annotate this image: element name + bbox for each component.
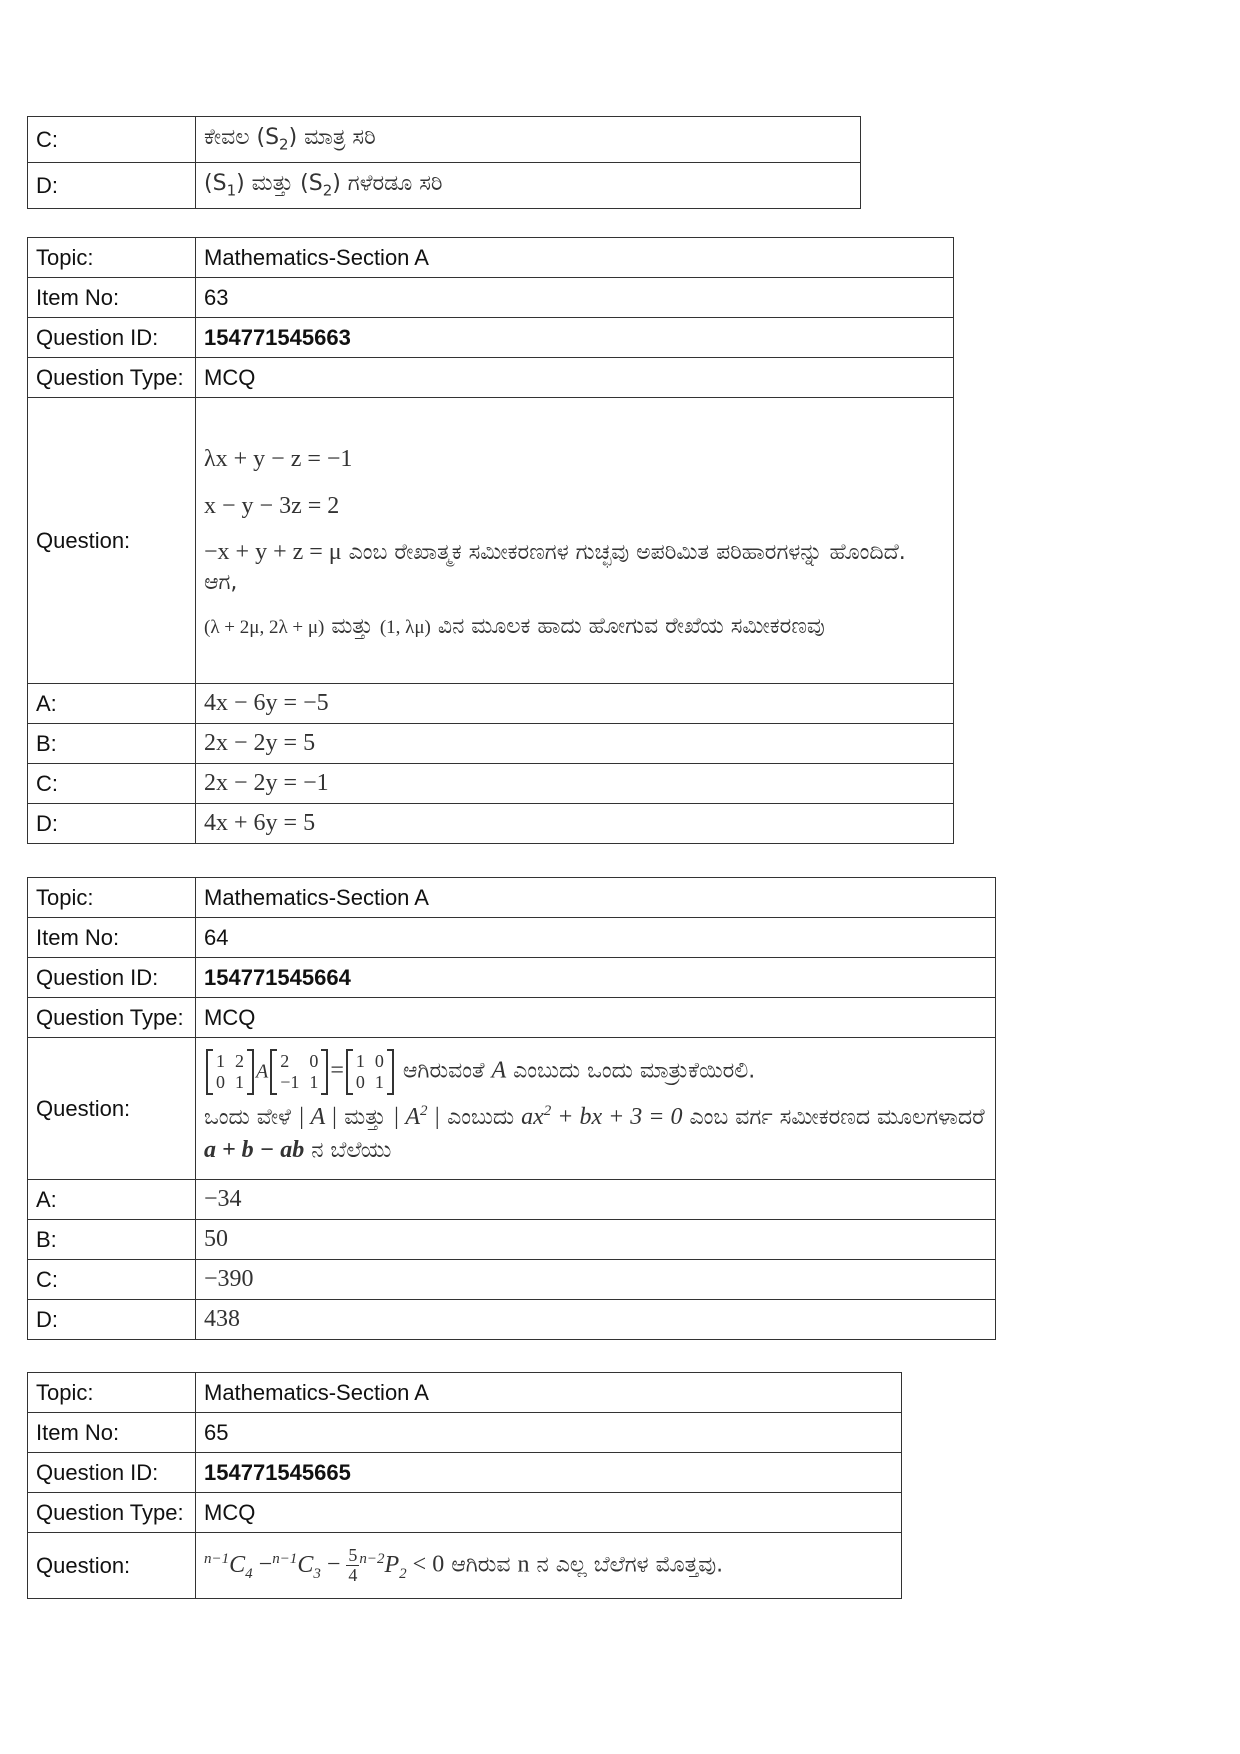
quadratic-equation: $ax^2$ + bx + 3 = 0	[521, 1102, 683, 1130]
option-d-label: D:	[28, 1300, 196, 1340]
det-a: | A |	[297, 1103, 338, 1130]
question-text-2: (λ + 2μ, 2λ + μ) ಮತ್ತು (1, λμ) ವಿನ ಮೂಲಕ ಹಾದು ಹೋಗುವ ರೇಖೆಯ ಸಮೀಕರಣವು	[204, 614, 825, 640]
option-c-value: ಕೇವಲ $(S_2)$ ಮಾತ್ರ ಸರಿ	[196, 117, 861, 163]
table-row	[28, 998, 996, 1038]
option-d-value: 438	[196, 1300, 996, 1340]
table-row	[28, 1493, 902, 1533]
det-a-squared: | $A^2$ |	[392, 1102, 441, 1130]
question-id-value: 154771545664	[196, 958, 996, 998]
table-row	[28, 1260, 996, 1300]
matrix-a: A	[256, 1060, 269, 1083]
option-c-value: 2x − 2y = −1	[196, 764, 954, 804]
item-no-value: 63	[196, 278, 954, 318]
equation-2: x − y − 3z = 2	[204, 492, 340, 519]
combination-2: $^{n-1}C_3$	[272, 1550, 321, 1582]
table-row	[28, 684, 954, 724]
option-c-value: −390	[196, 1260, 996, 1300]
item-no-value: 65	[196, 1413, 902, 1453]
table-row	[28, 1300, 996, 1340]
table-row	[28, 1533, 902, 1599]
option-d-value: 4x + 6y = 5	[196, 804, 954, 844]
point-1: (λ + 2μ, 2λ + μ)	[204, 617, 325, 639]
table-row	[28, 278, 954, 318]
table-row	[28, 1373, 902, 1413]
equation-1: λx + y − z = −1	[204, 446, 353, 473]
option-a-label: A:	[28, 1180, 196, 1220]
combination-1: $^{n-1}C_4$	[204, 1550, 253, 1582]
question-type-label: Question Type:	[28, 1493, 196, 1533]
table-row	[28, 958, 996, 998]
question-64-table	[27, 877, 996, 1340]
table-row	[28, 1220, 996, 1260]
matrix-1: 1 2 0 1	[206, 1049, 254, 1094]
question-id-value: 154771545663	[196, 318, 954, 358]
option-a-label: A:	[28, 684, 196, 724]
question-65-table	[27, 1372, 902, 1599]
option-d-label: D:	[28, 804, 196, 844]
question-id-label: Question ID:	[28, 318, 196, 358]
option-label: C:	[28, 117, 196, 163]
topic-label: Topic:	[28, 1373, 196, 1413]
equation-3: −x + y + z = μ	[204, 539, 342, 565]
table-row	[28, 724, 954, 764]
option-b-value: 50	[196, 1220, 996, 1260]
table-row	[28, 358, 954, 398]
topic-value: Mathematics-Section A	[196, 878, 996, 918]
matrix-3: 1 0 0 1	[346, 1049, 394, 1094]
item-no-label: Item No:	[28, 1413, 196, 1453]
topic-label: Topic:	[28, 878, 196, 918]
question-text-1: 1 2 0 1 A 2 0 −1 1 = 1 0 0 1 ಆಗಿರುವಂತೆ A ಎಂಬುದು ಒಂದು ಮಾತ್ರುಕೆಯಿರಲಿ.	[204, 1049, 987, 1094]
option-a-value: −34	[196, 1180, 996, 1220]
item-no-value: 64	[196, 918, 996, 958]
item-no-label: Item No:	[28, 918, 196, 958]
table-row	[28, 1453, 902, 1493]
question-label: Question:	[28, 398, 196, 684]
option-b-label: B:	[28, 1220, 196, 1260]
option-label: D:	[28, 163, 196, 209]
table-row	[28, 1180, 996, 1220]
question-label: Question:	[28, 1038, 196, 1180]
prev-options-table	[27, 116, 861, 209]
question-id-label: Question ID:	[28, 1453, 196, 1493]
option-b-value: 2x − 2y = 5	[196, 724, 954, 764]
question-id-value: 154771545665	[196, 1453, 902, 1493]
table-row	[28, 117, 861, 163]
fraction-five-fourths: $\frac{5}{4}$	[348, 1545, 358, 1585]
table-row	[28, 1413, 902, 1453]
table-row	[28, 163, 861, 209]
option-a-value: 4x − 6y = −5	[196, 684, 954, 724]
question-body: $^{n-1}C_4 -^{n-1}C_3$ − $\frac{5}{4}$ $^{n-2}P_2 < 0$ ಆಗಿರುವ n ನ ಎಲ್ಲ ಬೆಲೆಗಳ ಮೊತ್ತವು.	[196, 1533, 902, 1599]
question-type-label: Question Type:	[28, 358, 196, 398]
question-text-2: ಒಂದು ವೇಳೆ | A | ಮತ್ತು | $A^2$ | ಎಂಬುದು $ax^2$ + bx + 3 = 0 ಎಂಬ ವರ್ಗ ಸಮೀಕರಣದ ಮೂಲಗಳಾದರೆ a + b − ab ನ ಬೆಲೆಯು	[204, 1102, 985, 1164]
table-row	[28, 238, 954, 278]
permutation: $^{n-2}P_2$	[359, 1550, 407, 1582]
option-d-value: $(S_1)$ ಮತ್ತು $(S_2)$ ಗಳೆರಡೂ ಸರಿ	[196, 163, 861, 209]
question-type-value: MCQ	[196, 998, 996, 1038]
question-type-value: MCQ	[196, 1493, 902, 1533]
matrix-2: 2 0 −1 1	[270, 1049, 328, 1094]
table-row	[28, 1038, 996, 1180]
question-type-value: MCQ	[196, 358, 954, 398]
table-row	[28, 318, 954, 358]
option-b-label: B:	[28, 724, 196, 764]
option-c-label: C:	[28, 1260, 196, 1300]
table-row	[28, 764, 954, 804]
topic-label: Topic:	[28, 238, 196, 278]
question-id-label: Question ID:	[28, 958, 196, 998]
table-row	[28, 398, 954, 684]
table-row	[28, 878, 996, 918]
topic-value: Mathematics-Section A	[196, 1373, 902, 1413]
question-63-table	[27, 237, 954, 844]
table-row	[28, 918, 996, 958]
point-2: (1, λμ)	[379, 617, 431, 639]
table-row	[28, 804, 954, 844]
expression: a + b − ab	[204, 1137, 305, 1164]
option-c-label: C:	[28, 764, 196, 804]
item-no-label: Item No:	[28, 278, 196, 318]
question-body	[196, 1038, 996, 1180]
question-type-label: Question Type:	[28, 998, 196, 1038]
question-label: Question:	[28, 1533, 196, 1599]
question-body	[196, 398, 954, 684]
topic-value: Mathematics-Section A	[196, 238, 954, 278]
question-text-1: −x + y + z = μ ಎಂಬ ರೇಖಾತ್ಮಕ ಸಮೀಕರಣಗಳ ಗುಚ್ಛವು ಅಪರಿಮಿತ ಪರಿಹಾರಗಳನ್ನು ಹೊಂದಿದೆ. ಆಗ,	[204, 539, 906, 596]
